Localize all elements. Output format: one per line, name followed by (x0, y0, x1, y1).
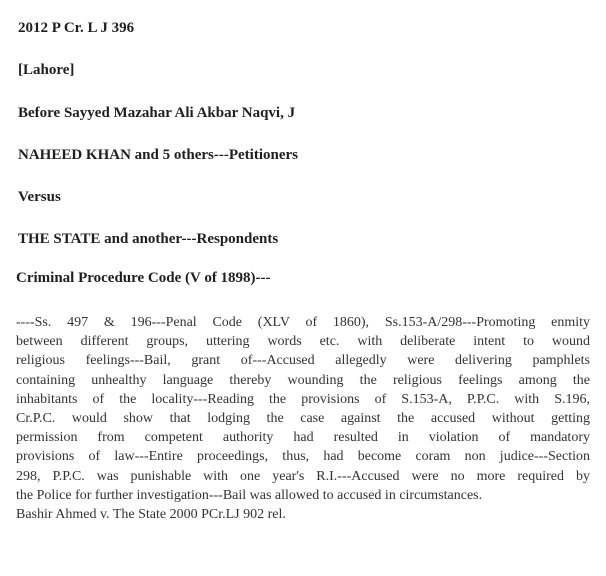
section-heading: Criminal Procedure Code (V of 1898)--- (16, 270, 271, 286)
headnote-line: religious feelings---Bail, grant of---Accused allegedly were delivering pamphlets (16, 353, 590, 369)
citation-reference: Bashir Ahmed v. The State 2000 PCr.LJ 902 rel. (16, 507, 286, 523)
headnote-line: provisions of law---Entire proceedings, thus, had become coram non judice---Section (16, 449, 590, 465)
headnote-line: ----Ss. 497 & 196---Penal Code (XLV of 1860), Ss.153-A/298---Promoting enmity (16, 315, 590, 330)
headnote-line: Cr.P.C. would show that lodging the case against the accused without getting (16, 411, 590, 427)
headnote-line: between different groups, uttering words etc. with deliberate intent to wound (16, 334, 590, 350)
court-name: [Lahore] (18, 62, 75, 78)
bench-judge: Before Sayyed Mazahar Ali Akbar Naqvi, J (18, 105, 296, 121)
headnote-paragraph (16, 313, 590, 524)
headnote-line: 298, P.P.C. was punishable with one year's R.I.---Accused were no more required by (16, 468, 590, 484)
versus-label: Versus (18, 189, 61, 205)
headnote-line: containing unhealthy language thereby wounding the religious feelings among the (16, 372, 590, 388)
headnote-line: the Police for further investigation---Bail was allowed to accused in circumstances. (16, 487, 483, 503)
citation: 2012 P Cr. L J 396 (18, 20, 135, 36)
headnote-line: inhabitants of the locality---Reading the provisions of S.153-A, P.P.C. with S.196, (16, 391, 590, 407)
headnote-line: permission from competent authority had resulted in violation of mandatory (16, 430, 590, 446)
respondents: THE STATE and another---Respondents (18, 231, 279, 247)
petitioners: NAHEED KHAN and 5 others---Petitioners (18, 147, 298, 163)
